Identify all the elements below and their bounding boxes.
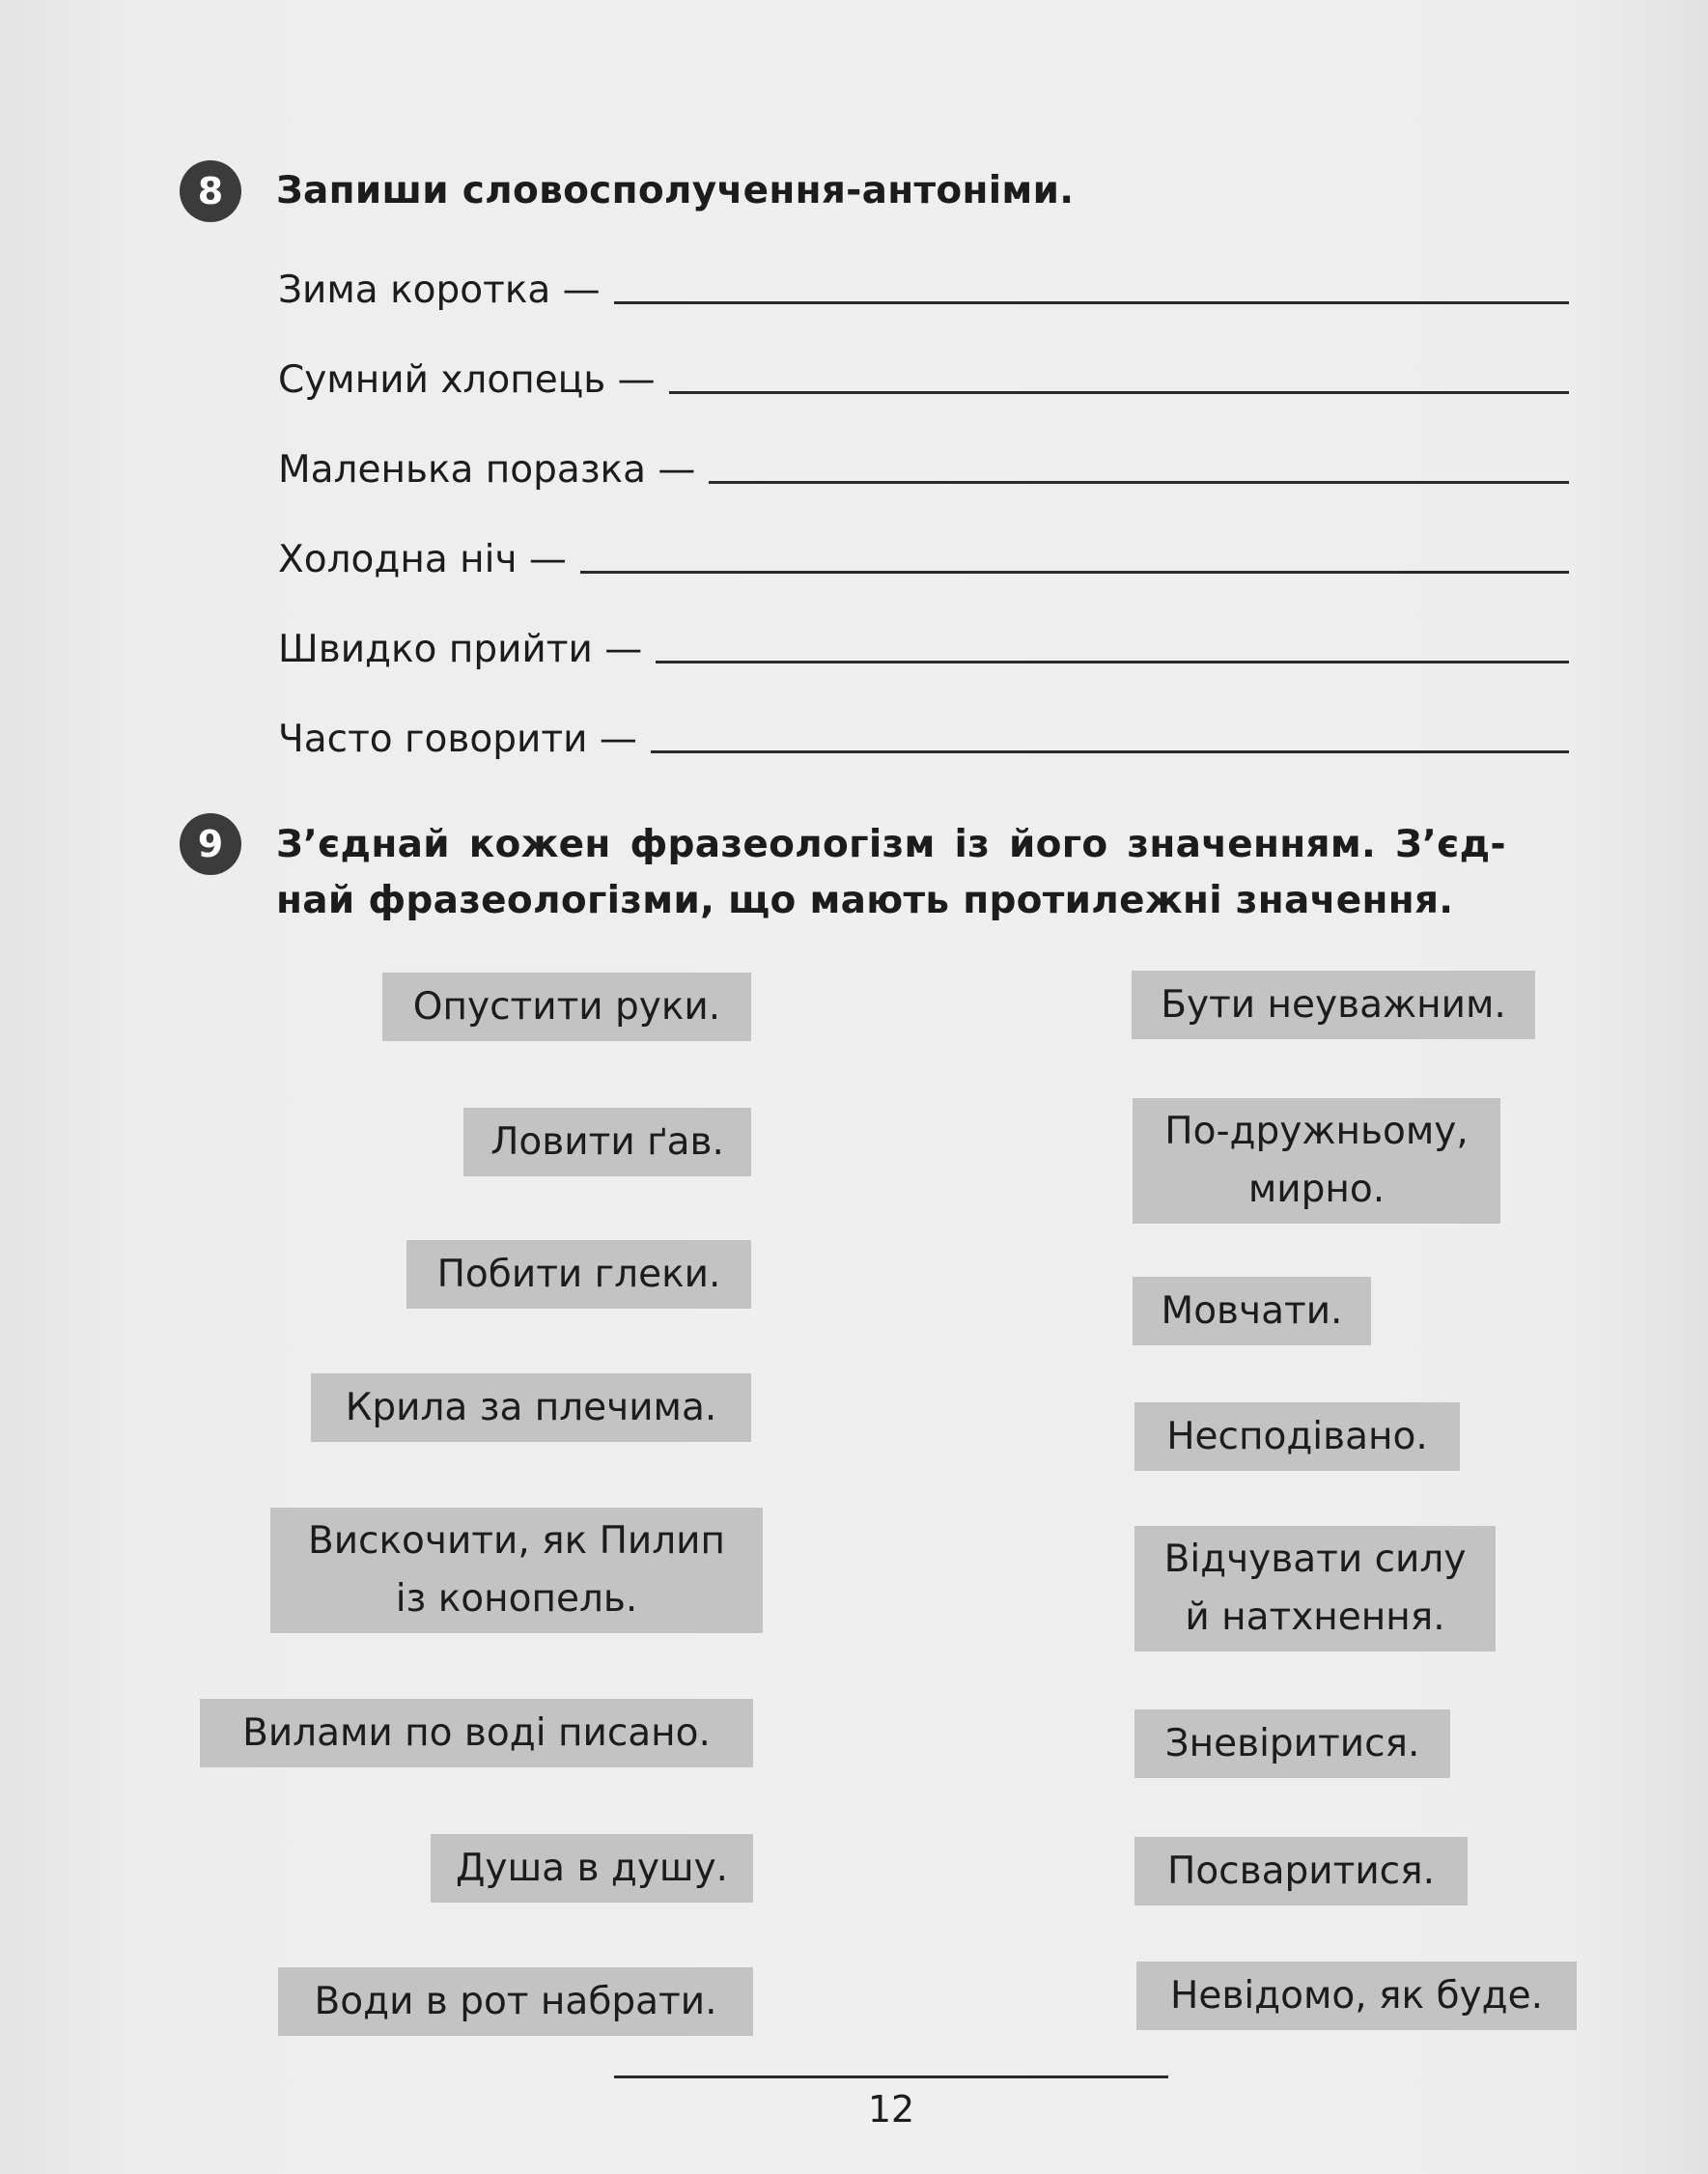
meaning-card-7[interactable]	[1134, 1837, 1468, 1906]
meaning-card-3[interactable]	[1133, 1277, 1371, 1345]
antonym-prompt: Зима коротка —	[278, 268, 601, 312]
meaning-text: По-дружньому,	[1164, 1110, 1469, 1153]
task-9-number-badge	[180, 813, 241, 875]
meaning-card-2[interactable]	[1133, 1098, 1500, 1224]
idiom-card-8[interactable]	[278, 1967, 753, 2036]
antonym-row-6[interactable]	[278, 705, 1569, 763]
antonym-prompt: Швидко прийти —	[278, 628, 643, 671]
idiom-card-7[interactable]	[431, 1834, 753, 1903]
idiom-text: із конопель.	[395, 1577, 638, 1621]
task-8-number-badge	[180, 160, 241, 222]
meaning-text: Зневіритися.	[1164, 1721, 1420, 1765]
footer-divider	[614, 2075, 1168, 2078]
answer-line[interactable]	[709, 480, 1569, 484]
antonym-prompt: Холодна ніч —	[278, 538, 567, 581]
idiom-card-2[interactable]	[463, 1108, 751, 1176]
task-8-title: Запиши словосполучення-антоніми.	[276, 169, 1075, 212]
answer-line[interactable]	[651, 749, 1569, 753]
meaning-text: Бути неуважним.	[1161, 982, 1506, 1027]
antonym-prompt: Часто говорити —	[278, 718, 637, 761]
idiom-text: Побити глеки.	[436, 1252, 721, 1296]
idiom-card-1[interactable]	[382, 973, 751, 1041]
meaning-card-6[interactable]	[1134, 1709, 1450, 1778]
antonym-row-3[interactable]	[278, 436, 1569, 494]
meaning-text: Відчувати силу	[1163, 1538, 1467, 1581]
idiom-text: Крила за плечима.	[345, 1385, 717, 1429]
antonym-row-1[interactable]	[278, 256, 1569, 314]
idiom-card-5[interactable]	[270, 1508, 763, 1633]
meaning-card-1[interactable]	[1132, 971, 1535, 1039]
meaning-text: Посваритися.	[1167, 1849, 1435, 1893]
antonym-row-5[interactable]	[278, 615, 1569, 673]
meaning-text: Невідомо, як буде.	[1170, 1973, 1543, 2018]
antonym-row-4[interactable]	[278, 525, 1569, 583]
idiom-text: Душа в душу.	[455, 1846, 729, 1890]
page-number: 12	[867, 2088, 915, 2131]
idiom-text: Вискочити, як Пилип	[307, 1519, 726, 1563]
meaning-card-4[interactable]	[1134, 1402, 1460, 1471]
meaning-text: й натхнення.	[1185, 1595, 1445, 1639]
antonym-row-2[interactable]	[278, 346, 1569, 404]
task-9-title-line-1: З’єднай кожен фразеологізм із його значенням. З’єд-	[276, 823, 1506, 866]
task-9-number: 9	[197, 823, 224, 865]
antonym-prompt: Маленька поразка —	[278, 448, 696, 492]
idiom-text: Води в рот набрати.	[314, 1979, 717, 2023]
idiom-card-6[interactable]	[200, 1699, 753, 1767]
idiom-text: Вилами по воді писано.	[242, 1710, 711, 1755]
answer-line[interactable]	[656, 660, 1569, 663]
answer-line[interactable]	[580, 570, 1569, 574]
task-9-title-line-2: най фразеологізми, що мають протилежні значення.	[276, 879, 1454, 922]
answer-line[interactable]	[614, 300, 1569, 304]
meaning-text: мирно.	[1247, 1168, 1386, 1211]
task-8-number: 8	[197, 170, 224, 212]
idiom-card-4[interactable]	[311, 1373, 751, 1442]
antonym-prompt: Сумний хлопець —	[278, 358, 656, 402]
meaning-card-5[interactable]	[1134, 1526, 1496, 1652]
answer-line[interactable]	[669, 390, 1569, 394]
idiom-card-3[interactable]	[406, 1240, 751, 1309]
meaning-text: Несподівано.	[1166, 1414, 1428, 1458]
meaning-card-8[interactable]	[1136, 1962, 1577, 2030]
idiom-text: Опустити руки.	[412, 984, 721, 1029]
idiom-text: Ловити ґав.	[490, 1119, 724, 1164]
meaning-text: Мовчати.	[1161, 1288, 1343, 1333]
